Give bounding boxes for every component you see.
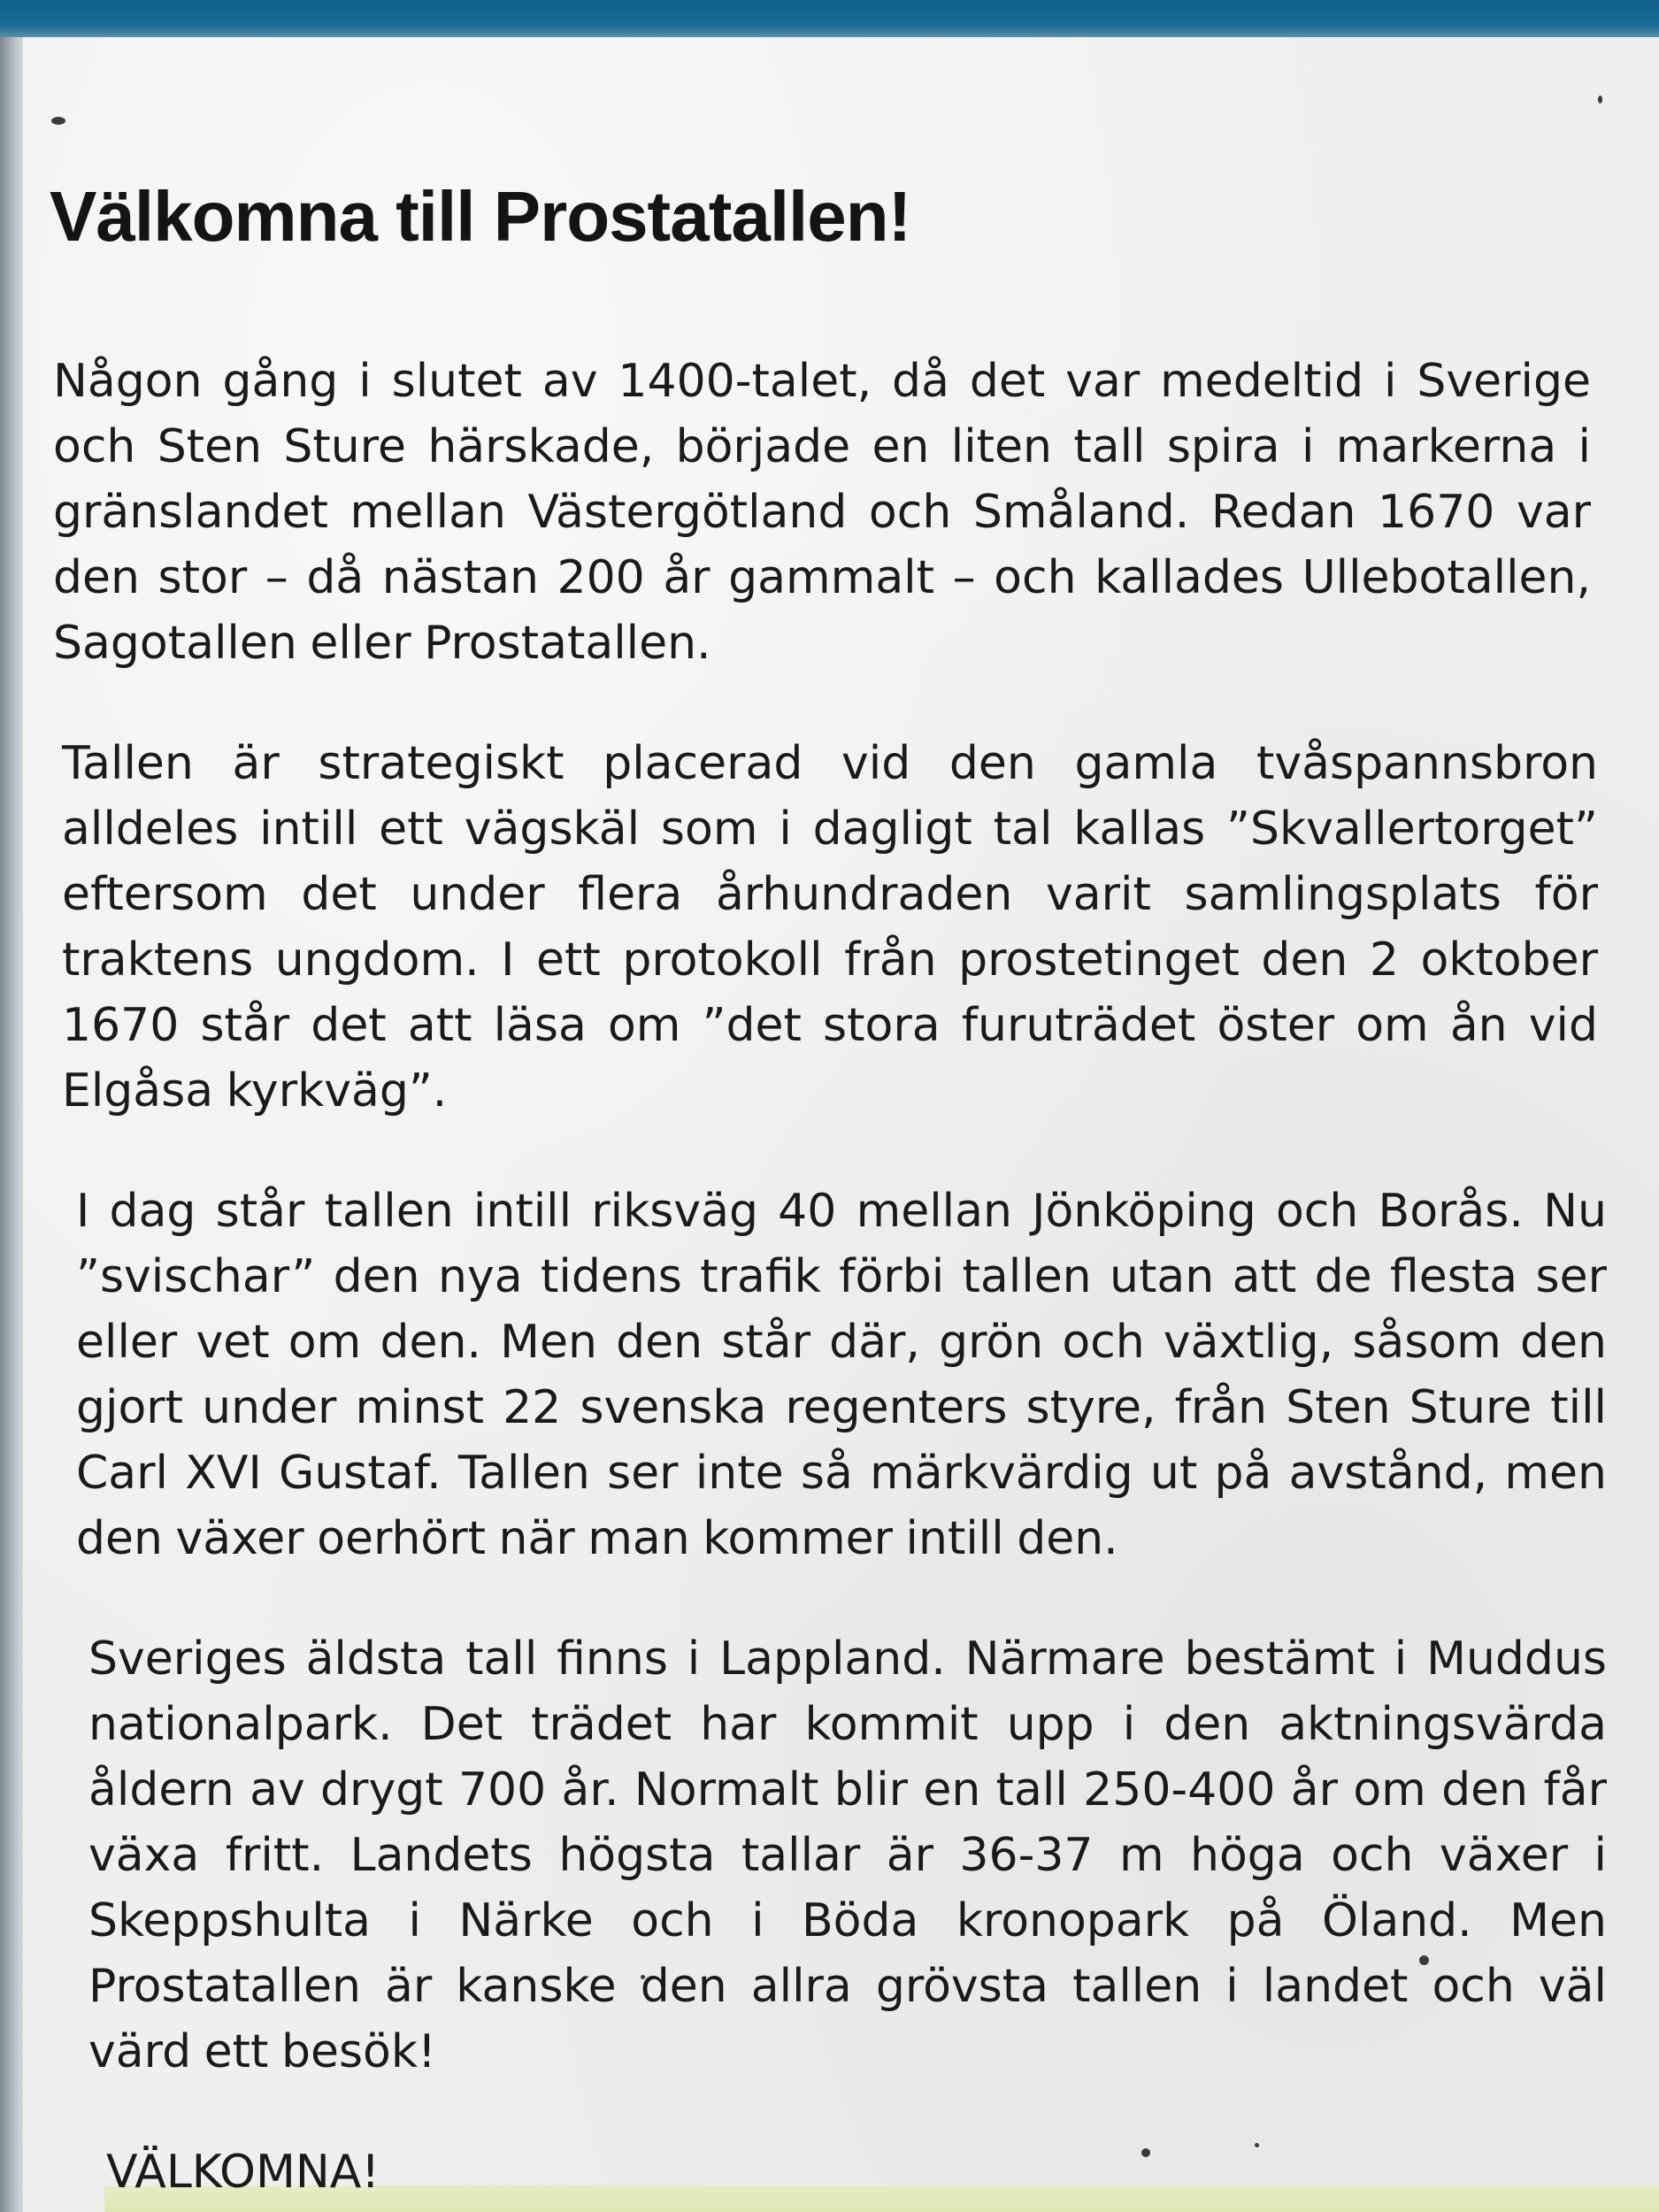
closing-greeting: VÄLKOMNA! [106,2146,380,2199]
dirt-speck [1598,96,1602,104]
paragraph-oldest-pines: Sveriges äldsta tall finns i Lappland. Närmare bestämt i Muddus nationalpark. Det trädet har kommit upp i den aktningsvärda åldern av drygt 700 år. Normalt blir en tall 250-400 år om den får växa fritt. Landets högsta tallar är 36-37 m höga och växer i Skeppshulta i Närke och i Böda kronopark på Öland. Men Prostatallen är kanske den allra grövsta tallen i landet och väl värd ett besök! [88,1632,1607,2078]
sign-frame-left-edge [0,0,23,2212]
paragraph-location: Tallen är strategiskt placerad vid den gamla tvåspannsbron alldeles intill ett vägskäl som i dagligt tal kallas ”Skvallertorget” eftersom det under flera århundraden varit samlingsplats för traktens ungdom. I ett protokoll från prostetinget den 2 oktober 1670 står det att läsa om ”det stora furuträdet öster om ån vid Elgåsa kyrkväg”. [62,737,1598,1118]
dirt-speck [51,117,65,125]
paragraph-history: Någon gång i slutet av 1400-talet, då det var medeltid i Sverige och Sten Sture härskade, började en liten tall spira i markerna i gränslandet mellan Västergötland och Småland. Redan 1670 var den stor – då nästan 200 år gammalt – och kallades Ullebotallen, Sagotallen eller Prostatallen. [53,355,1591,670]
sign-frame-top-edge [0,0,1659,37]
sign-title: Välkomna till Prostatallen! [50,177,911,256]
paragraph-today: I dag står tallen intill riksväg 40 mellan Jönköping och Borås. Nu ”svischar” den nya tidens trafik förbi tallen utan att de flesta ser eller vet om den. Men den står där, grön och växtlig, såsom den gjort under minst 22 svenska regenters styre, från Sten Sture till Carl XVI Gustaf. Tallen ser inte så märkvärdig ut på avstånd, men den växer oerhört när man kommer intill den. [76,1185,1607,1565]
sign-text [50,168,1607,2205]
